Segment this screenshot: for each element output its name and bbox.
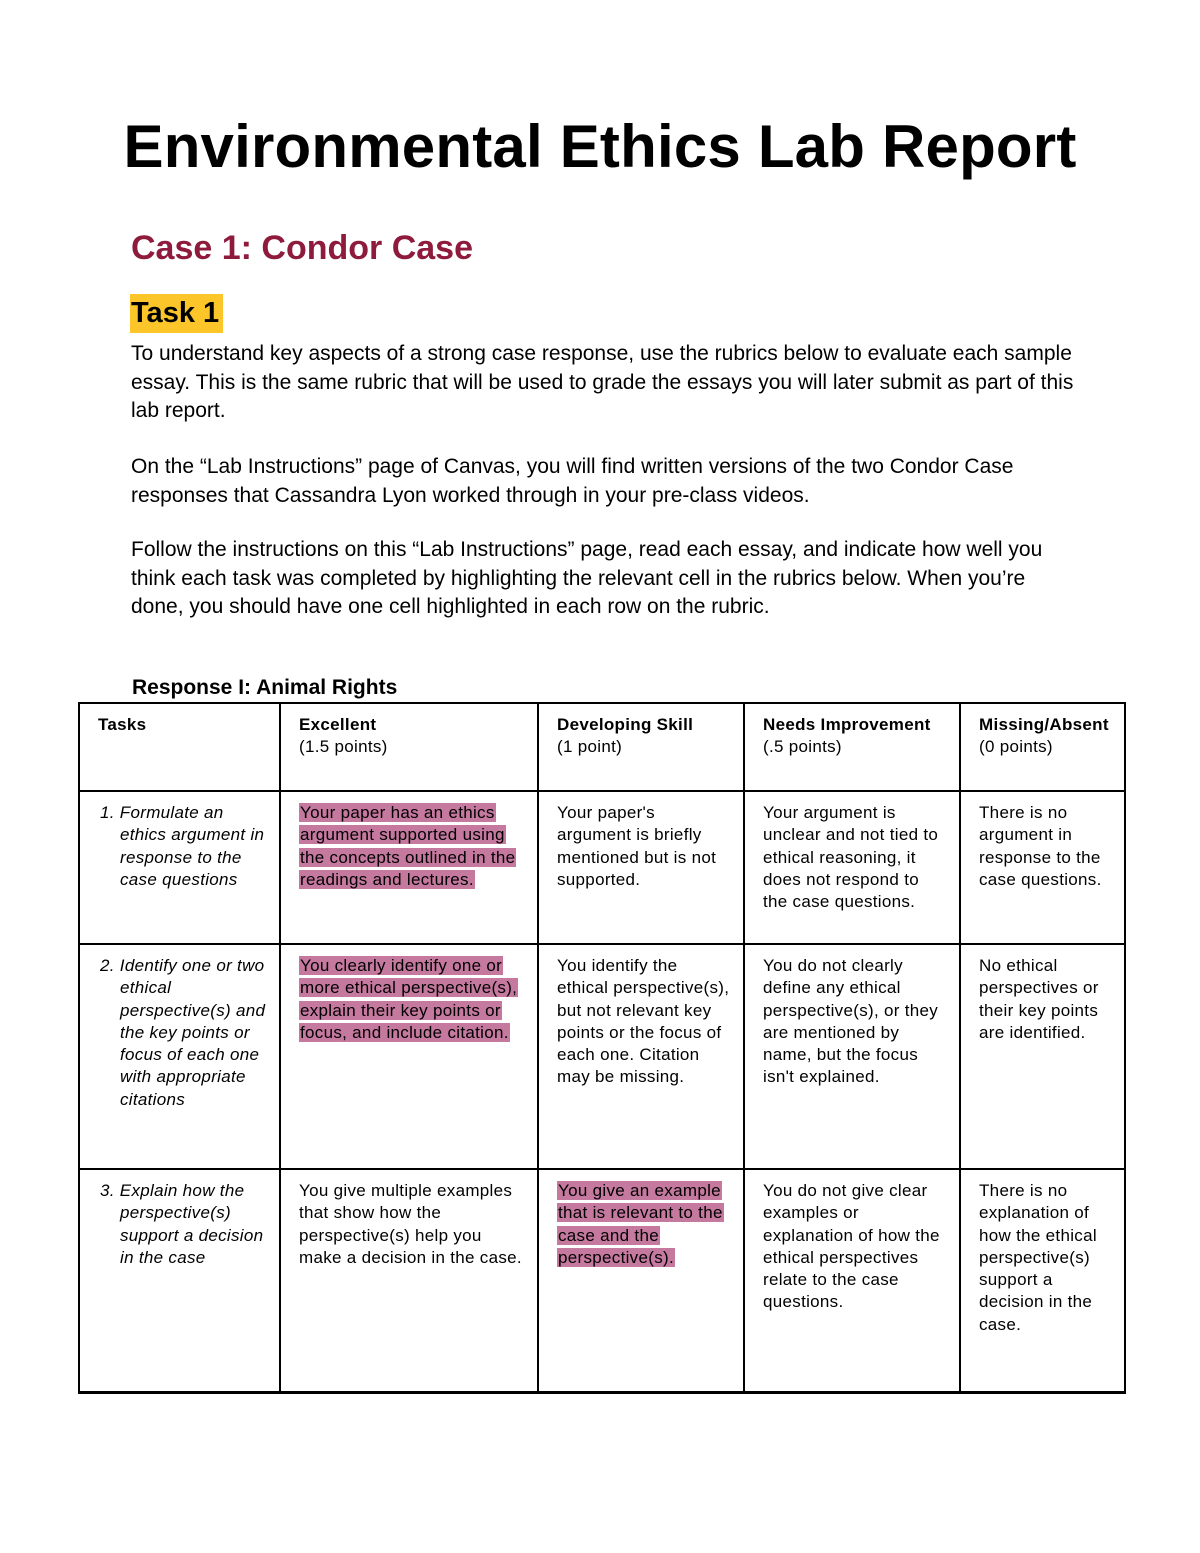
cell-text: You do not give clear examples or explanation of how the ethical perspectives relate to the case questions. [763,1181,940,1312]
cell-text: Your paper's argument is briefly mentioned but is not supported. [557,803,717,889]
header-title: Missing/Absent [979,715,1109,734]
task-cell [79,944,280,1169]
task-text: 2. Identify one or two ethical perspective(s) and the key points or focus of each one with appropriate citations [100,956,266,1109]
rubric-caption: Response I: Animal Rights [132,676,398,699]
rubric-header-row [79,703,1125,791]
header-title: Developing Skill [557,715,694,734]
instruction-paragraph: On the “Lab Instructions” page of Canvas, you will find written versions of the two Condor Case responses that Cassandra Lyon worked through in your pre-class videos. [131,455,1014,507]
cell-text: You give multiple examples that show how the perspective(s) help you make a decision in the case. [299,1181,522,1267]
rubric-table [78,702,1126,1394]
task-heading: Task 1 [130,294,223,333]
highlighted-text: You clearly identify one or more ethical perspective(s), explain their key points or focus, and include citation. [300,956,518,1042]
rubric-row [79,1169,1125,1392]
instruction-paragraph: Follow the instructions on this “Lab Instructions” page, read each essay, and indicate how well you think each task was completed by highlighting the relevant cell in the rubrics below. When you’re done, you should have one cell highlighted in each row on the rubric. [131,538,1043,618]
cell-text: Your argument is unclear and not tied to ethical reasoning, it does not respond to the case questions. [763,803,939,912]
header-tasks [79,703,280,791]
header-excellent [280,703,538,791]
excellent-cell[interactable] [280,791,538,944]
document-title: Environmental Ethics Lab Report [123,113,1077,180]
cell-text: You do not clearly define any ethical perspective(s), or they are mentioned by name, but the focus isn't explained. [763,956,939,1087]
missing-cell[interactable] [960,1169,1125,1392]
highlighted-text: Your paper has an ethics argument supported using the concepts outlined in the readings and lectures. [300,803,516,889]
developing-cell[interactable] [538,944,744,1169]
header-title: Tasks [98,715,147,734]
task-text: 3. Explain how the perspective(s) support a decision in the case [100,1181,264,1267]
instruction-paragraph: To understand key aspects of a strong case response, use the rubrics below to evaluate each sample essay. This is the same rubric that will be used to grade the essays you will later submit as part of this lab report. [131,342,1074,422]
cell-text: There is no explanation of how the ethical perspective(s) support a decision in the case. [979,1181,1097,1334]
header-points: (0 points) [979,737,1053,757]
developing-cell[interactable] [538,791,744,944]
header-title: Needs Improvement [763,715,931,734]
cell-text: You identify the ethical perspective(s), but not relevant key points or the focus of each one. Citation may be missing. [557,956,730,1087]
excellent-cell[interactable] [280,944,538,1169]
excellent-cell[interactable] [280,1169,538,1392]
task-cell [79,791,280,944]
missing-cell[interactable] [960,791,1125,944]
header-developing-skill [538,703,744,791]
cell-text: There is no argument in response to the case questions. [979,803,1102,889]
header-points: (1.5 points) [299,737,388,757]
missing-cell[interactable] [960,944,1125,1169]
case-heading: Case 1: Condor Case [131,229,473,267]
header-needs-improvement [744,703,960,791]
header-points: (1 point) [557,737,623,757]
needs-improvement-cell[interactable] [744,944,960,1169]
header-points: (.5 points) [763,737,842,757]
header-title: Excellent [299,715,377,734]
rubric-row [79,791,1125,944]
developing-cell[interactable] [538,1169,744,1392]
cell-text: No ethical perspectives or their key points are identified. [979,956,1099,1042]
task-cell [79,1169,280,1392]
rubric-row [79,944,1125,1169]
header-missing [960,703,1125,791]
needs-improvement-cell[interactable] [744,1169,960,1392]
task-text: 1. Formulate an ethics argument in response to the case questions [100,803,265,889]
needs-improvement-cell[interactable] [744,791,960,944]
highlighted-text: You give an example that is relevant to the case and the perspective(s). [558,1181,723,1267]
